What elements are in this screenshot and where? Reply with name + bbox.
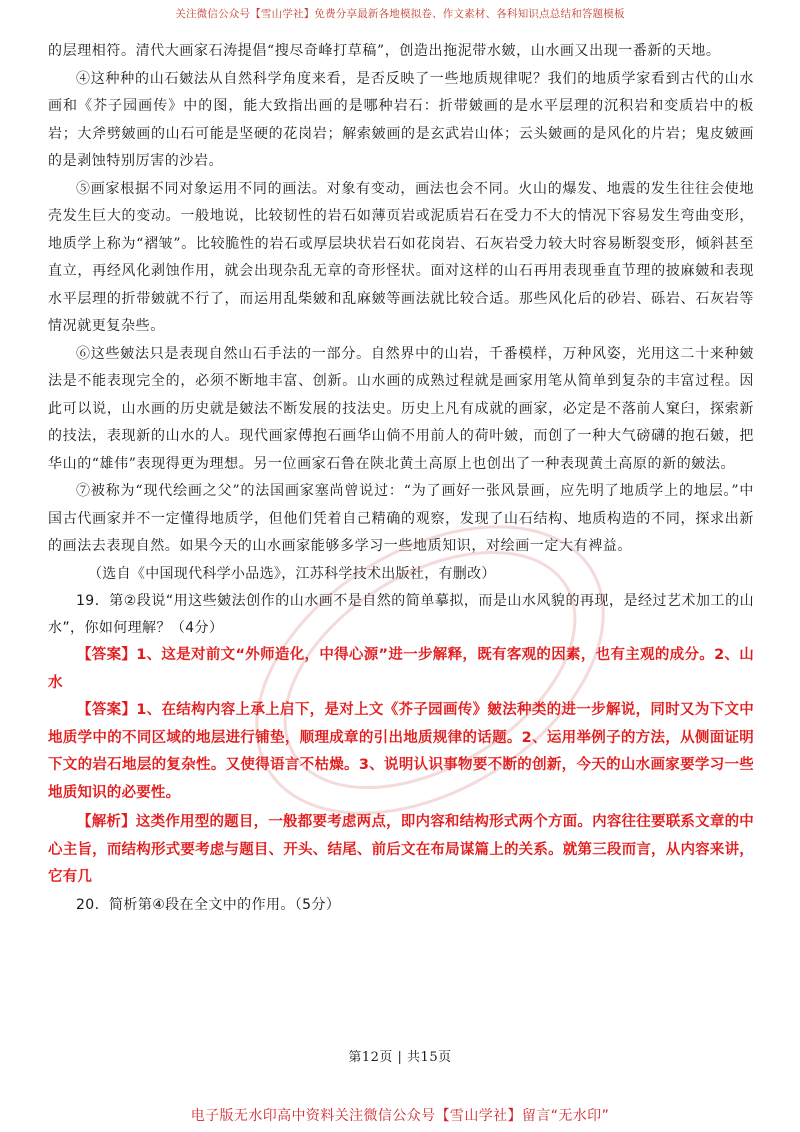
page-number: 第12页 | 共15页 (348, 1050, 452, 1065)
analysis-text: 这类作用型的题目，一般都要考虑两点，即内容和结构形式两个方面。内容往往要联系文章的中心主旨，而结构形式要考虑与题目、开头、结尾、前后文在布局谋篇上的关系。就第三段而言，从内容来讲，它有几 (48, 814, 754, 885)
paragraph-4: ④这种种的山石皴法从自然科学角度来看，是否反映了一些地质规律呢？我们的地质学家看到古代的山水画和《芥子园画传》中的图，能大致指出画的是哪种岩石：折带皴画的是水平层理的沉积岩和变质岩中的板岩；大斧劈皴画的山石可能是坚硬的花岗岩；解索皴画的是玄武岩山体；云头皴画的是风化的片岩；鬼皮皴画的是剥蚀特别厉害的沙岩。 (48, 70, 754, 169)
paragraph-5: ⑤画家根据不同对象运用不同的画法。对象有变动，画法也会不同。火山的爆发、地震的发生往往会使地壳发生巨大的变动。一般地说，比较韧性的岩石如薄页岩或泥质岩石在受力不大的情况下容易发生弯曲变形，地质学上称为“褶皱”。比较脆性的岩石或厚层块状岩石如花岗岩、石灰岩受力较大时容易断裂变形，倾斜甚至直立，再经风化剥蚀作用，就会出现杂乱无章的奇形怪状。面对这样的山石再用表现垂直节理的披麻皴和表现水平层理的折带皴就不行了，而运用乱柴皴和乱麻皴等画法就比较合适。那些风化后的砂岩、砾岩、石灰岩等情况就更复杂些。 (48, 180, 754, 334)
document-body (48, 38, 754, 919)
answer-tag: 【答案】 (77, 647, 137, 663)
answer-text: 1、在结构内容上承上启下，是对上文《芥子园画传》皴法种类的进一步解说，同时又为下文中地质学中的不同区域的地层进行铺垫，顺理成章的引出地质规律的话题。2、运用举例子的方法，从侧面证明下文的岩石地层的复杂性。又使得语言不枯燥。3、说明认识事物要不断的创新，今天的山水画家要学习一些地质知识的必要性。 (48, 702, 754, 801)
question-19: 19．第②段说“用这些皴法创作的山水画不是自然的简单摹拟，而是山水风貌的再现，是经过艺术加工的山水”，你如何理解？（4分） (48, 593, 754, 636)
source-citation: （选自《中国现代科学小品选》，江苏科学技术出版社，有删改） (88, 565, 496, 582)
question-20: 20．简析第④段在全文中的作用。（5分） (76, 896, 341, 913)
analysis-tag: 【解析】 (77, 814, 136, 830)
paragraph-3-end: 的层理相符。清代大画家石涛提倡“搜尽奇峰打草稿”，创造出拖泥带水皴，山水画又出现一番新的天地。 (48, 43, 721, 59)
paragraph-6: ⑥这些皴法只是表现自然山石手法的一部分。自然界中的山岩，千番模样，万种风姿，光用这二十来种皴法是不能表现完全的，必须不断地丰富、创新。山水画的成熟过程就是画家用笔从简单到复杂的丰富过程。因此可以说，山水画的历史就是皴法不断发展的技法史。历史上凡有成就的画家，必定是不落前人窠臼，探索新的技法，表现新的山水的人。现代画家傅抱石画华山倘不用前人的荷叶皴，而创了一种大气磅礴的抱石皴，把华山的“雄伟”表现得更为理想。另一位画家石鲁在陕北黄土高原上也创出了一种表现黄土高原的新的皴法。 (48, 345, 754, 472)
paragraph-7: ⑦被称为“现代绘画之父”的法国画家塞尚曾说过：“为了画好一张风景画，应先明了地质学上的地层。”中国古代画家并不一定懂得地质学，但他们凭着自己精确的观察，发现了山石结构、地质构造的不同，探求出新的画法去表现自然。如果今天的山水画家能够多学习一些地质知识，对绘画一定大有裨益。 (48, 483, 754, 554)
answer-tag: 【答案】 (77, 702, 137, 718)
top-banner: 关注微信公众号【雪山学社】免费分享最新各地模拟卷、作文素材、各科知识点总结和答题模板 (175, 8, 625, 20)
analysis (48, 809, 754, 892)
answer-19 (48, 642, 754, 697)
answer-text: 1、这是对前文“外师造化，中得心源”进一步解释，既有客观的因素，也有主观的成分。2、山水 (48, 647, 754, 691)
answer-20 (48, 697, 754, 807)
bottom-banner: 电子版无水印高中资料关注微信公众号【雪山学社】留言“无水印” (190, 1108, 610, 1124)
